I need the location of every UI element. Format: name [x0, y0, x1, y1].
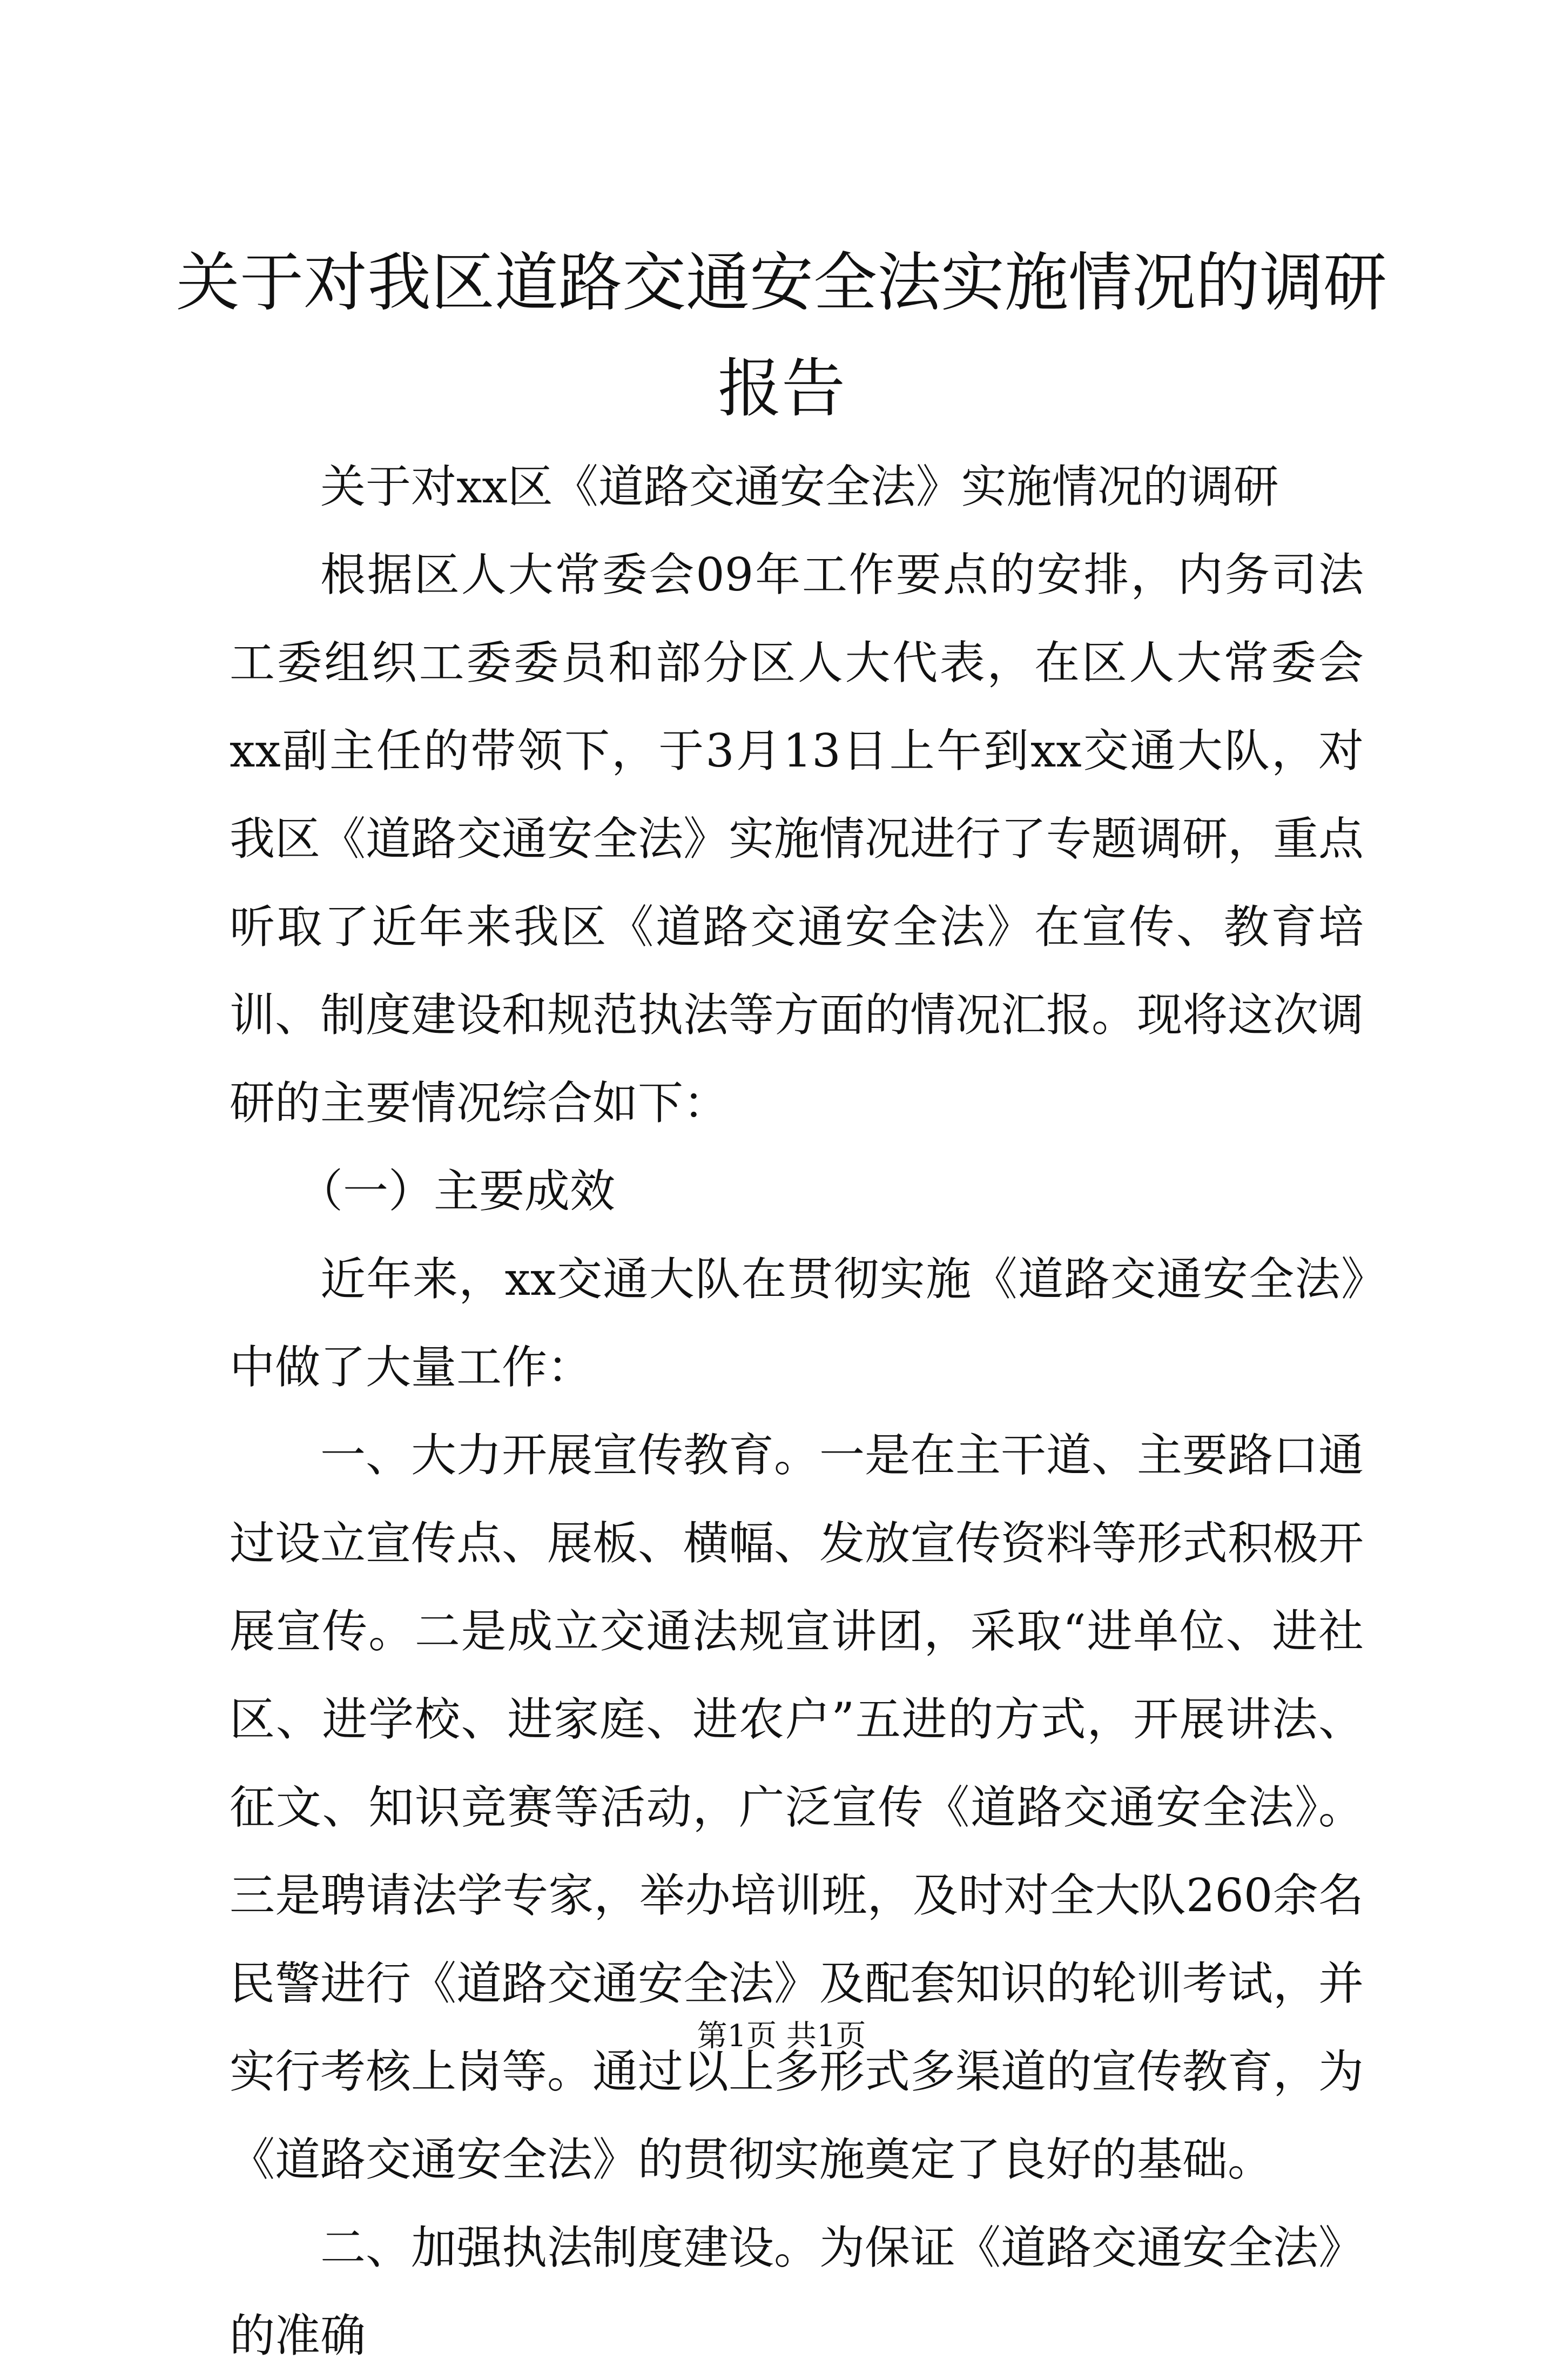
paragraph-intro: 根据区人大常委会09年工作要点的安排，内务司法工委组织工委委员和部分区人大代表，在区人大常委会xx副主任的带领下，于3月13日上午到xx交通大队，对我区《道路交通安全法》实施情况进行了专题调研，重点听取了近年来我区《道路交通安全法》在宣传、教育培训、制度建设和规范执法等方面的情况汇报。现将这次调研的主要情况综合如下： — [230, 548, 1364, 1130]
paragraph-point-one: 一、大力开展宣传教育。一是在主干道、主要路口通过设立宣传点、展板、横幅、发放宣传资料等形式积极开展宣传。二是成立交通法规宣讲团，采取“进单位、进社区、进学校、进家庭、进农户”五进的方式，开展讲法、征文、知识竞赛等活动，广泛宣传《道路交通安全法》。三是聘请法学专家，举办培训班，及时对全大队260余名民警进行《道路交通安全法》及配套知识的轮训考试，并实行考核上岗等。通过以上多形式多渠道的宣传教育，为《道路交通安全法》的贯彻实施奠定了良好的基础。 — [230, 1429, 1364, 2186]
document-title: 关于对我区道路交通安全法实施情况的调研报告 — [176, 245, 1387, 426]
section-heading: （一）主要成效 — [298, 1165, 616, 1218]
document-body — [230, 443, 1364, 2380]
paragraph-subtitle: 关于对xx区《道路交通安全法》实施情况的调研 — [320, 460, 1279, 513]
page-footer: 第1页 共1页 — [697, 2019, 866, 2054]
paragraph-point-two: 二、加强执法制度建设。为保证《道路交通安全法》的准确 — [230, 2221, 1364, 2362]
paragraph-overview: 近年来，xx交通大队在贯彻实施《道路交通安全法》中做了大量工作： — [230, 1253, 1364, 1394]
